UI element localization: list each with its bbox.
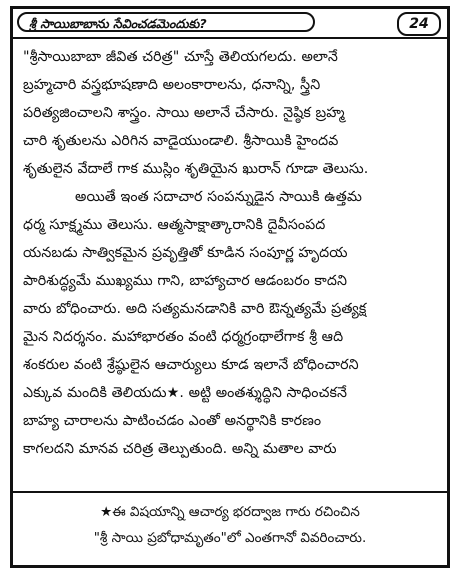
book-page bbox=[10, 6, 450, 568]
chapter-title: శ్రీ సాయిబాబాను సేవించడమెందుకు? bbox=[17, 12, 315, 32]
text-line: పారిశుద్ధ్యమే ముఖ్యము గాని, బాహ్యాచార ఆడంబరం కాదని bbox=[23, 273, 348, 289]
footnote-line: "శ్రీ సాయి ప్రబోధామృతం"లో ఎంతగానో వివరించారు. bbox=[93, 530, 367, 546]
text-line: ఎక్కువ మందికి తెలియదు★. అట్టి అంతశ్శుద్ధిని సాధించకనే bbox=[23, 385, 348, 401]
text-line: బ్రహ్మచారి వస్త్రభూషణాది అలంకారాలను, ధనాన్ని, స్త్రీని bbox=[23, 77, 321, 93]
paragraph-start-line: అయితే ఇంత సదాచార సంపన్నుడైన సాయికి ఉత్తమ bbox=[75, 189, 362, 205]
text-line: యనబడు సాత్వికమైన ప్రవృత్తితో కూడిన సంపూర్ణ హృదయ bbox=[23, 245, 348, 261]
text-line: శృతులైన వేదాలే గాక ముస్లిం శృతియైన ఖురాన్ గూడా తెలుసు. bbox=[23, 161, 369, 177]
body-text bbox=[23, 43, 439, 489]
text-line: చారి శృతులను ఎరిగిన వాడైయుండాలి. శ్రీసాయికి హైందవ bbox=[23, 133, 339, 149]
text-line: బాహ్య చారాలను పాటించడం ఎంతో అనర్థానికి కారణం bbox=[23, 413, 322, 429]
footnote-line: ★ఈ విషయాన్ని ఆచార్య భరద్వాజ గారు రచించిన bbox=[100, 504, 360, 520]
text-line: ధర్మ సూక్ష్మము తెలుసు. ఆత్మసాక్షాత్కారానికి దైవీసంపద bbox=[23, 217, 326, 233]
text-line: శంకరుల వంటి శ్రేష్ఠులైన ఆచార్యులు కూడ ఇలానే బోధించారని bbox=[23, 357, 359, 373]
text-line: కాగలదని మానవ చరిత్ర తెల్పుతుంది. అన్ని మతాల వారు bbox=[23, 441, 337, 457]
page-header bbox=[13, 9, 447, 39]
text-line: పరిత్యజించాలని శాస్త్రం. సాయి అలానే చేసారు. నైష్ఠిక బ్రహ్మ bbox=[23, 105, 345, 121]
text-line: వారు బోధించారు. అది సత్యమనడానికి వారి ఔన్నత్యమే ప్రత్యక్ష bbox=[23, 301, 367, 317]
text-line: మైన నిదర్శనం. మహాభారతం వంటి ధర్మగ్రంథాలేగాక శ్రీ ఆది bbox=[23, 329, 344, 345]
footnote bbox=[13, 491, 447, 565]
page-number: 24 bbox=[397, 12, 441, 36]
text-line: "శ్రీసాయిబాబా జీవిత చరిత్ర" చూస్తే తెలియగలదు. అలానే bbox=[23, 49, 338, 65]
